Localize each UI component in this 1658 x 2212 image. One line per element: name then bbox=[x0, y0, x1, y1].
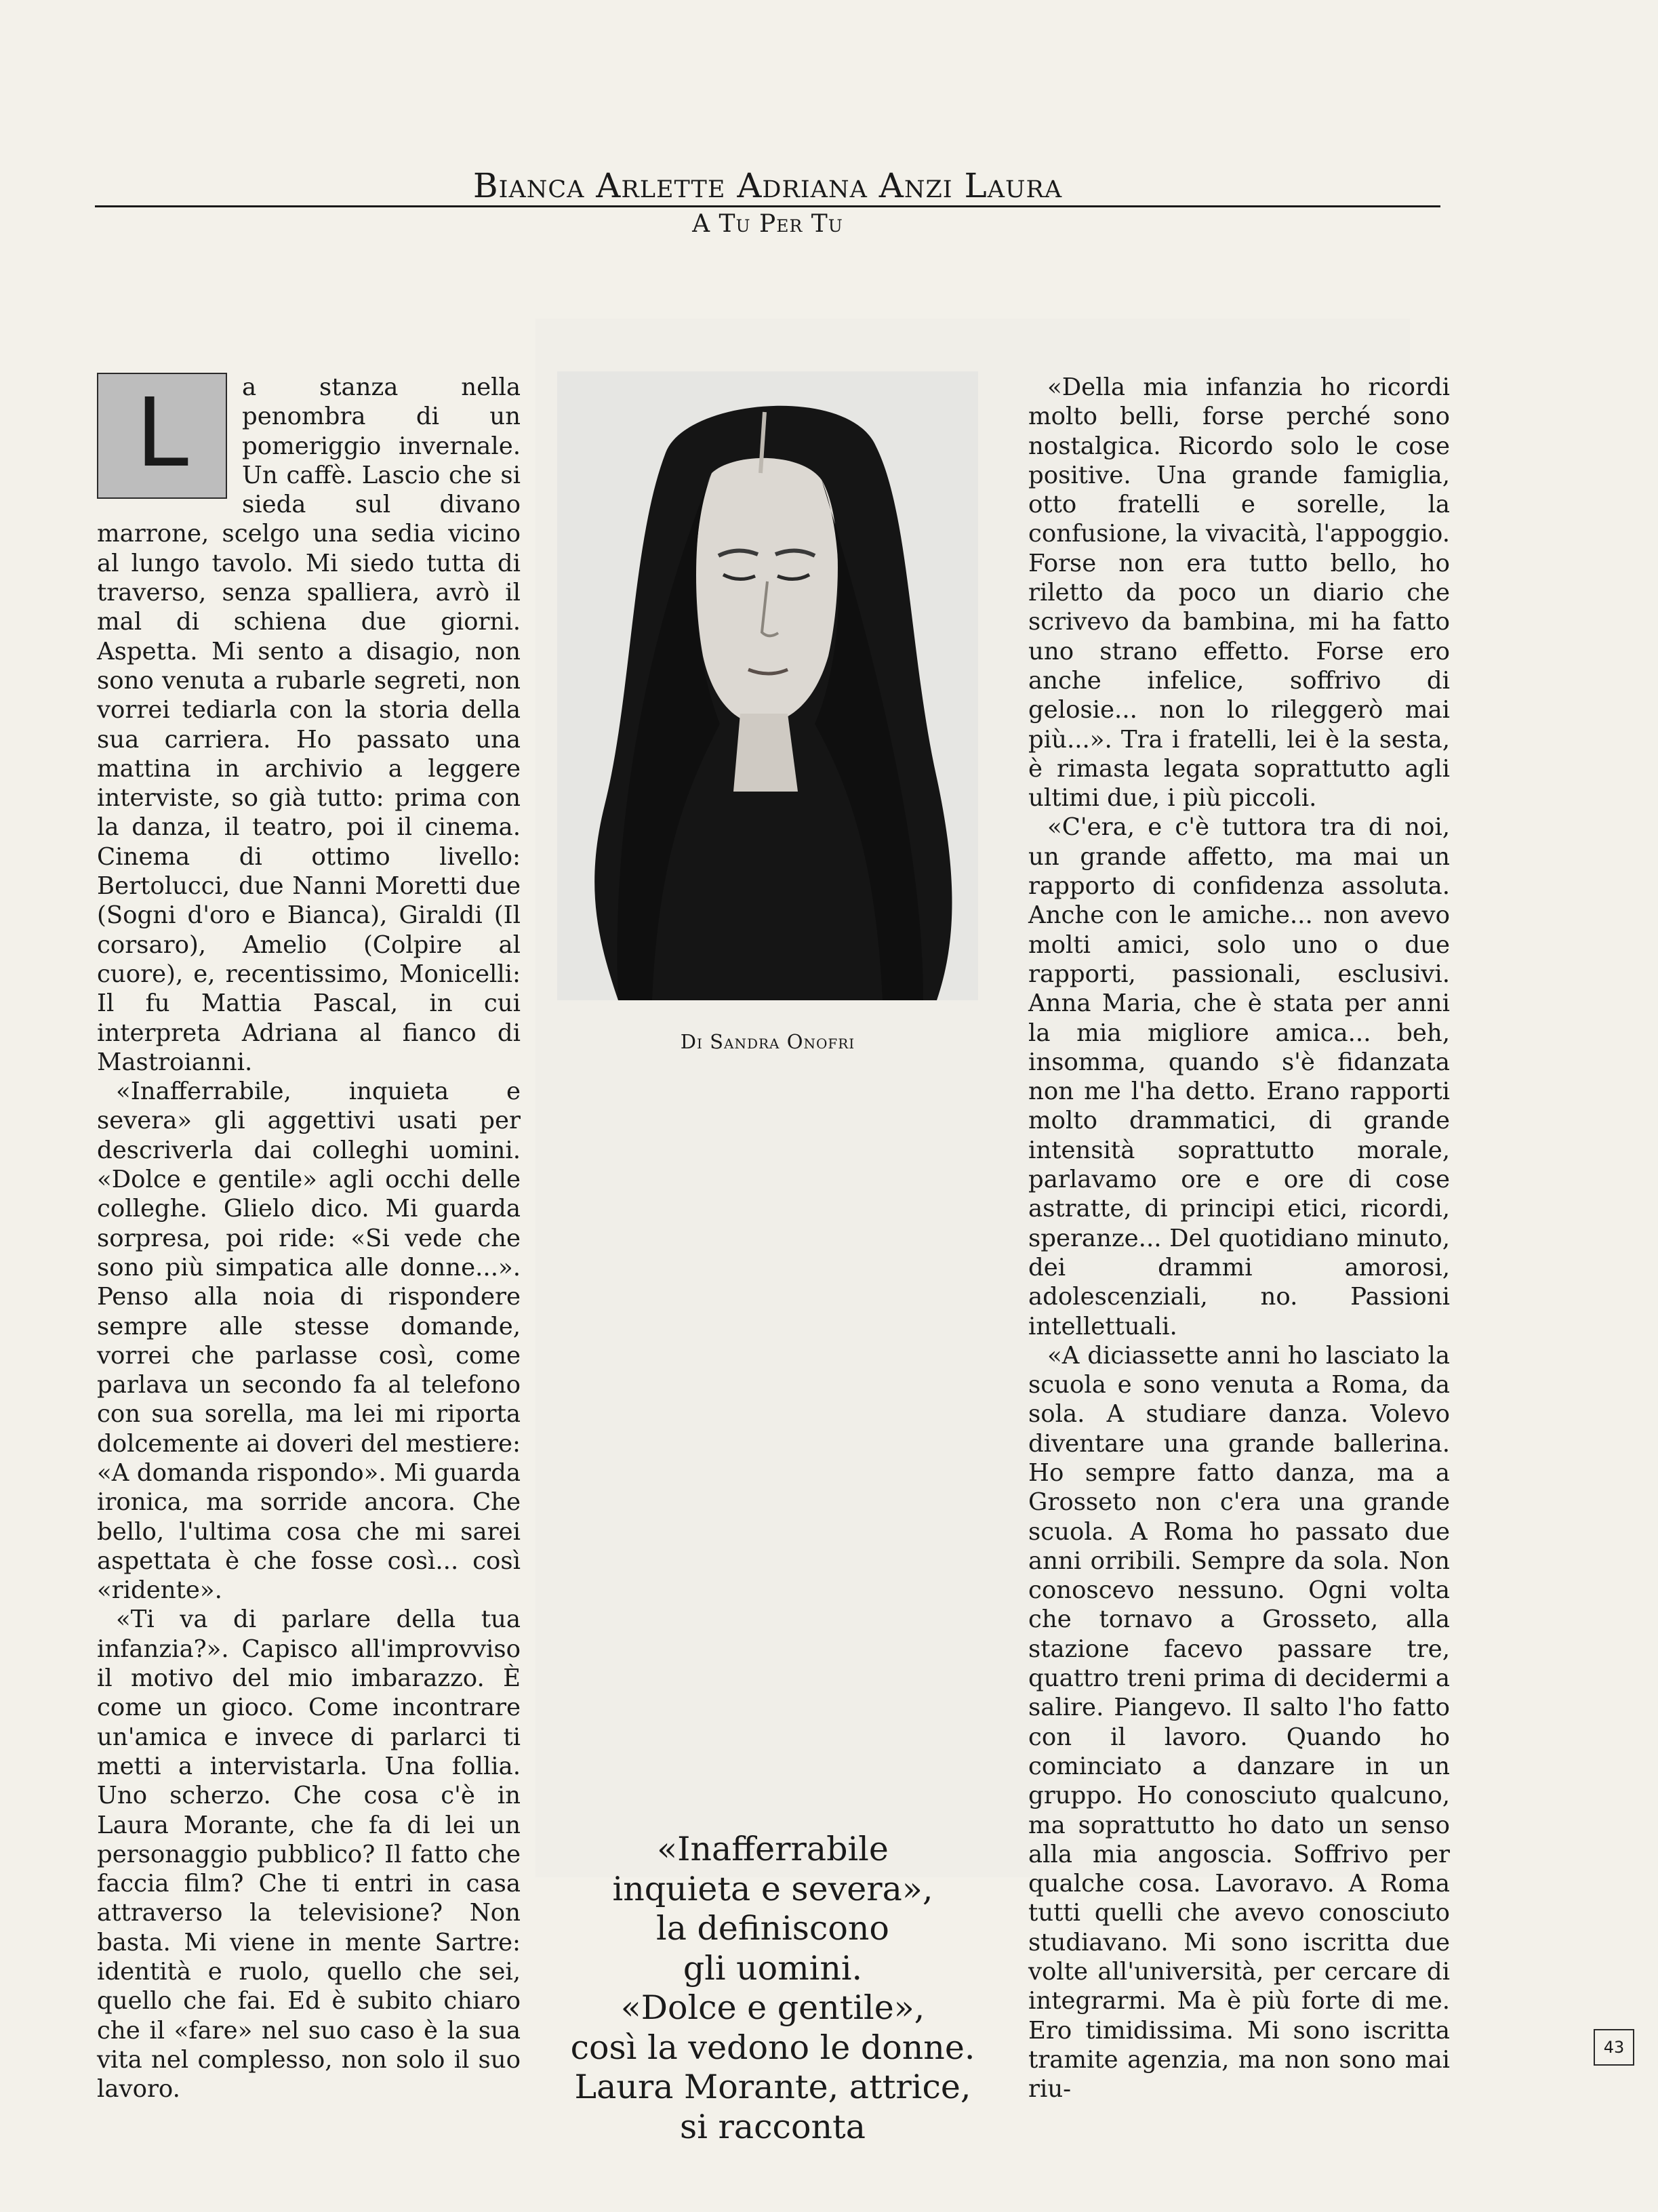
paragraph: a stanza nella penombra di un pomeriggio invernale. Un caffè. Lascio che si sieda sul divano marrone, scelgo una sedia vicino al lungo tavolo. Mi siedo tutta di traverso, senza spalliera, avrò il mal di schiena due giorni. Aspetta. Mi sento a disagio, non sono venuta a rubarle segreti, non vorrei tediarla con la storia della sua carriera. Ho passato una mattina in archivio a leggere interviste, so già tutto: prima con la danza, il teatro, poi il cinema. Cinema di ottimo livello: Bertolucci, due Nanni Moretti due (Sogni d'oro e Bianca), Giraldi (Il corsaro), Amelio (Colpire al cuore), e, recentissimo, Monicelli: Il fu Mattia Pascal, in cui interpreta Adriana al fianco di Mastroianni. bbox=[97, 373, 521, 1076]
paragraph: «Inafferrabile, inquieta e severa» gli aggettivi usati per descriverla dai colleghi uomini. «Dolce e gentile» agli occhi delle colleghe. Glielo dico. Mi guarda sorpresa, poi ride: «Si vede che sono più simpatica alle donne...». Penso alla noia di rispondere sempre alle stesse domande, vorrei che parlasse così, come parlava un secondo fa al telefono con sua sorella, ma lei mi riporta dolcemente ai doveri del mestiere: «A domanda rispondo». Mi guarda ironica, ma sorride ancora. Che bello, l'ultima cosa che mi sarei aspettata è che fosse così... così «ridente». bbox=[97, 1078, 521, 1605]
title-rule bbox=[95, 205, 1440, 207]
pull-quote-line: così la vedono le donne. bbox=[570, 2028, 975, 2067]
pull-quote bbox=[542, 1830, 1003, 2147]
paragraph: «A diciassette anni ho lasciato la scuola e sono venuta a Roma, da sola. A studiare danza. Volevo diventare una grande ballerina. Ho sempre fatto danza, ma a Grosseto non c'era una grande scuola. A Roma ho passato due anni orribili. Sempre da sola. Non conoscevo nessuno. Ogni volta che tornavo a Grosseto, alla stazione facevo passare tre, quattro treni prima di decidermi a salire. Piangevo. Il salto l'ho fatto con il lavoro. Quando ho cominciato a danzare in un gruppo. Ho conosciuto qualcuno, ma soprattutto ho dato un senso alla mia angoscia. Soffrivo per qualche cosa. Lavoravo. A Roma tutti quelli che avevo conosciuto studiavano. Mi sono iscritta due volte all'università, per cercare di integrarmi. Ma è più forte di me. Ero timidissima. Mi sono iscritta tramite agenzia, ma non sono mai riu- bbox=[1028, 1341, 1450, 2104]
portrait-photo-illustration bbox=[557, 371, 978, 1000]
paragraph: «Della mia infanzia ho ricordi molto belli, forse perché sono nostalgica. Ricordo solo le cose positive. Una grande famiglia, otto fratelli e sorelle, la confusione, la vivacità, l'appoggio. Forse non era tutto bello, ho riletto da poco un diario che scrivevo da bambina, mi ha fatto uno strano effetto. Forse ero anche infelice, soffrivo di gelosie... non lo rileggerò mai più...». Tra i fratelli, lei è la sesta, è rimasta legata soprattutto agli ultimi due, i più piccoli. bbox=[1028, 373, 1450, 813]
page-number: 43 bbox=[1594, 2029, 1634, 2066]
article-section: A Tu Per Tu bbox=[692, 210, 843, 238]
pull-quote-line: Laura Morante, attrice, bbox=[574, 2068, 971, 2106]
pull-quote-line: gli uomini. bbox=[683, 1948, 863, 1988]
paragraph: «C'era, e c'è tuttora tra di noi, un grande affetto, ma mai un rapporto di confidenza assoluta. Anche con le amiche... non avevo molti amici, solo uno o due rapporti, passionali, esclusivi. Anna Maria, che è stata per anni la mia migliore amica... beh, insomma, quando s'è fidanzata non me l'ha detto. Erano rapporti molto drammatici, di grande intensità soprattutto morale, parlavamo ore e ore di cose astratte, di principi etici, ricordi, speranze... Del quotidiano minuto, dei drammi amorosi, adolescenziali, no. Passioni intellettuali. bbox=[1028, 813, 1450, 1340]
pull-quote-line: «Dolce e gentile», bbox=[620, 1988, 925, 2027]
left-column bbox=[97, 373, 521, 2104]
pull-quote-line: la definiscono bbox=[656, 1909, 889, 1948]
portrait-photo bbox=[557, 371, 978, 1000]
drop-cap-letter: L bbox=[136, 378, 188, 489]
byline: Di Sandra Onofri bbox=[680, 1030, 855, 1053]
pull-quote-line: si racconta bbox=[680, 2107, 866, 2146]
drop-cap-box bbox=[97, 373, 227, 499]
article-title: Bianca Arlette Adriana Anzi Laura bbox=[472, 166, 1063, 205]
paragraph: «Ti va di parlare della tua infanzia?». Capisco all'improvviso il motivo del mio imbarazzo. È come un gioco. Come incontrare un'amica e invece di parlarci ti metti a intervistarla. Una follia. Uno scherzo. Che cosa c'è in Laura Morante, che fa di lei un personaggio pubblico? Il fatto che faccia film? Che ti entri in casa attraverso la televisione? Non basta. Mi viene in mente Sartre: identità e ruolo, quello che sei, quello che fai. Ed è subito chiaro che il «fare» nel suo caso è la sua vita nel complesso, non solo il suo lavoro. bbox=[97, 1605, 521, 2104]
pull-quote-line: inquieta e severa», bbox=[612, 1869, 933, 1908]
right-column bbox=[1028, 373, 1450, 2104]
pull-quote-line: «Inafferrabile bbox=[657, 1830, 889, 1868]
